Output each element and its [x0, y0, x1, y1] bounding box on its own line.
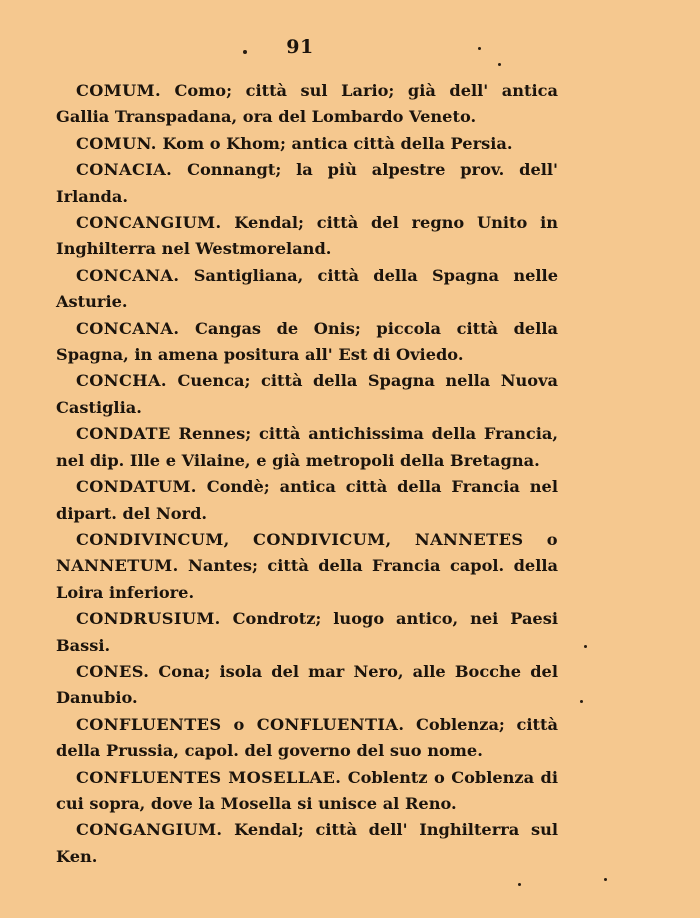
paper-speck	[518, 883, 521, 886]
entry-text: Rennes; città antichissima della Francia, nel dip. Ille e Vilaine, e già metropoli della Bretagna.	[56, 424, 559, 470]
dictionary-entry	[56, 712, 558, 765]
dictionary-entry	[56, 316, 558, 369]
entry-headword: CONCANA.	[76, 318, 180, 338]
dictionary-entry	[56, 421, 558, 474]
entry-headword: COMUN.	[76, 133, 157, 153]
entry-text: Kendal; città del regno Unito in Inghilterra nel Westmoreland.	[56, 213, 558, 259]
entry-headword: CONDIVINCUM, CONDIVICUM, NANNETES o NANNETUM.	[56, 529, 558, 576]
entry-text: Cangas de Onis; piccola città della Spagna, in amena positura all' Est di Oviedo.	[56, 318, 559, 365]
entry-headword: CONFLUENTES o CONFLUENTIA.	[76, 714, 405, 734]
dictionary-entry	[56, 78, 558, 131]
page-number: 91	[286, 36, 314, 58]
paper-speck	[478, 47, 481, 50]
entry-text: Cuenca; città della Spagna nella Nuova Castiglia.	[56, 371, 558, 417]
entry-headword: CONDRUSIUM.	[76, 609, 221, 629]
dictionary-entry	[56, 157, 558, 210]
entry-text: Condrotz; luogo antico, nei Paesi Bassi.	[56, 609, 558, 655]
paper-speck	[498, 63, 501, 66]
entry-headword: CONFLUENTES MOSELLAE.	[76, 767, 342, 787]
entry-text: Kendal; città dell' Inghilterra sul Ken.	[56, 820, 558, 866]
entry-headword: CONDATUM.	[76, 477, 197, 497]
paper-speck	[584, 645, 587, 648]
dictionary-entry	[56, 474, 558, 527]
entry-headword: CONCANGIUM.	[76, 213, 222, 233]
entry-headword: CONDATE	[76, 424, 171, 444]
paper-speck	[604, 878, 607, 881]
dictionary-entry	[56, 131, 558, 157]
entry-text: Coblenza; città della Prussia, capol. del governo del suo nome.	[56, 714, 558, 761]
dictionary-entry	[56, 210, 558, 263]
entry-text: Connangt; la più alpestre prov. dell' Irlanda.	[56, 160, 559, 206]
dictionary-entry	[56, 263, 558, 316]
entry-text: Santigliana, città della Spagna nelle Asturie.	[56, 265, 558, 312]
entry-text: Coblentz o Coblenza di cui sopra, dove la Mosella si unisce al Reno.	[56, 767, 558, 813]
dictionary-entries	[56, 78, 558, 870]
entry-text: Condè; antica città della Francia nel dipart. del Nord.	[56, 477, 559, 523]
entry-headword: COMUM.	[76, 81, 161, 100]
dictionary-entry	[56, 659, 558, 712]
paper-speck	[580, 700, 583, 703]
entry-text: Cona; isola del mar Nero, alle Bocche del Danubio.	[56, 661, 558, 708]
dictionary-entry	[56, 765, 558, 818]
dictionary-entry	[56, 817, 558, 870]
entry-text: Como; città sul Lario; già dell' antica Gallia Transpadana, ora del Lombardo Veneto.	[56, 81, 558, 127]
paper-speck	[243, 50, 247, 54]
dictionary-entry	[56, 527, 558, 606]
entry-text: Kom o Khom; antica città della Persia.	[162, 133, 513, 153]
dictionary-entry	[56, 606, 558, 659]
entry-headword: CONCHA.	[76, 371, 167, 391]
entry-headword: CONES.	[76, 661, 150, 681]
entry-text: Nantes; città della Francia capol. della Loira inferiore.	[56, 556, 559, 602]
dictionary-entry	[56, 368, 558, 421]
entry-headword: CONACIA.	[76, 160, 173, 180]
entry-headword: CONCANA.	[76, 265, 180, 285]
entry-headword: CONGANGIUM.	[76, 820, 223, 840]
